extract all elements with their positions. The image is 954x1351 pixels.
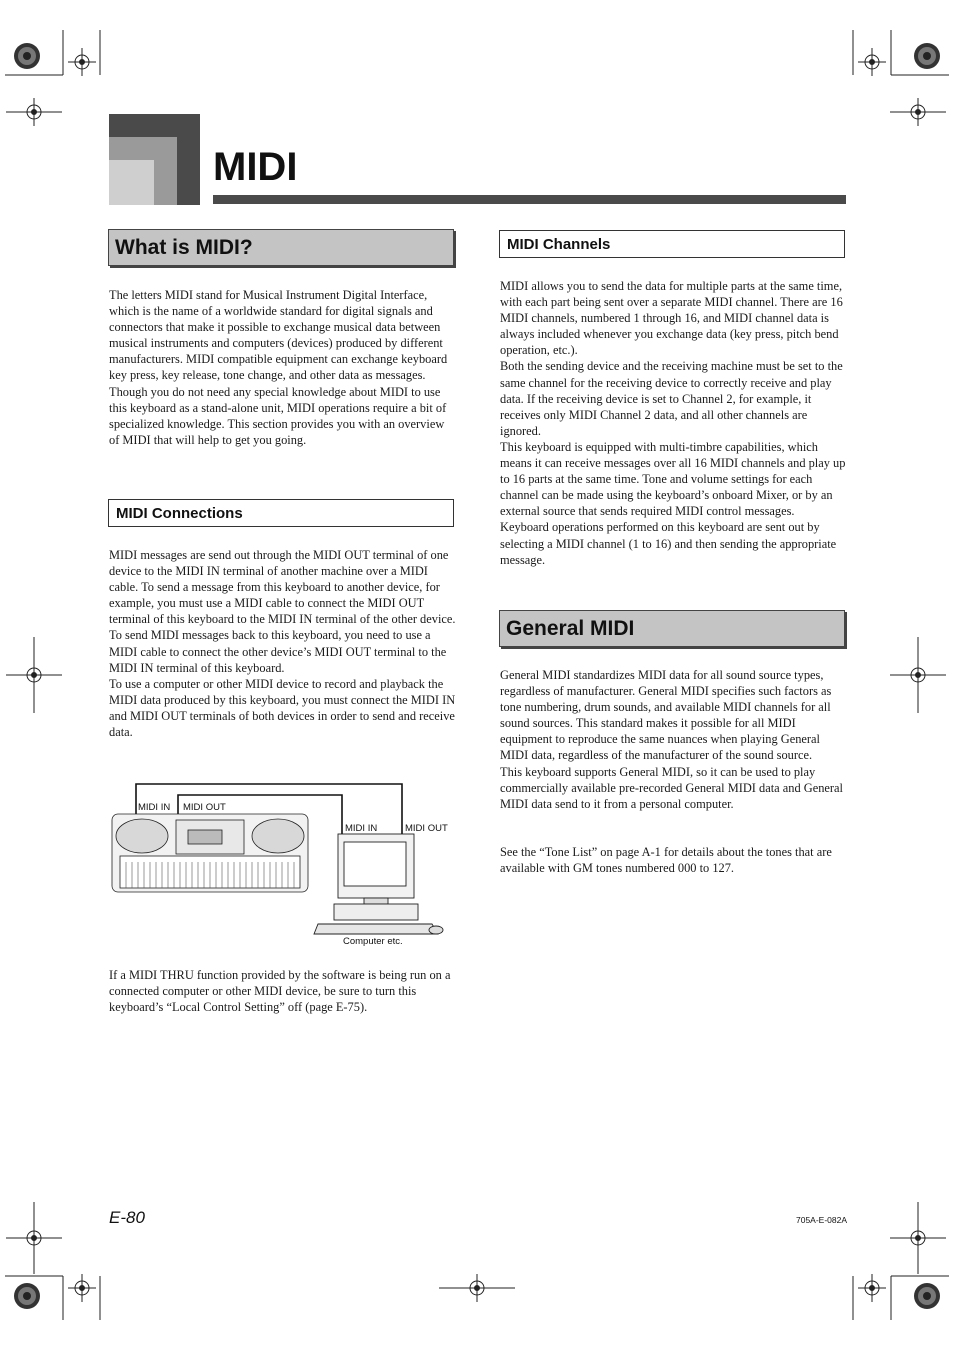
- title-underline: [213, 195, 846, 204]
- paragraph: MIDI messages are send out through the MIDI OUT terminal of one device to the MIDI IN terminal of another machine over a MIDI cable. To send a message from this keyboard to another device, for example, you must use a MIDI cable to connect the MIDI OUT terminal of this keyboard to the MIDI IN terminal of the other device. To send MIDI messages back to this keyboard, you need to use a MIDI cable to connect the other device’s MIDI OUT terminal to the MIDI IN terminal of this keyboard.: [109, 548, 456, 675]
- tone-list-note: [500, 844, 846, 876]
- heading-midi-channels: MIDI Channels: [499, 230, 845, 258]
- paragraph: Keyboard operations performed on this keyboard are sent out by selecting a MIDI channel (1 to 16) and then sending the appropriate message.: [500, 520, 837, 567]
- computer-label: Computer etc.: [343, 936, 403, 947]
- paragraph: To use a computer or other MIDI device to record and playback the MIDI data produced by this keyboard, you must connect the MIDI IN and MIDI OUT terminals of both devices in order to send and receive data.: [109, 676, 456, 740]
- heading-what-is-midi: What is MIDI?: [108, 229, 454, 266]
- paragraph: This keyboard is equipped with multi-timbre capabilities, which means it can receive messages over all 16 MIDI channels and play up to 16 parts at the same time. Tone and volume settings for each channel can be made using the keyboard’s onboard Mixer, or by an external source that sends required MIDI control messages.: [500, 439, 846, 519]
- what-is-midi-body: [109, 287, 456, 448]
- midi-channels-body: [500, 278, 846, 568]
- heading-general-midi: General MIDI: [499, 610, 845, 647]
- paragraph: See the “Tone List” on page A-1 for details about the tones that are available with GM tones numbered 000 to 127.: [500, 845, 832, 876]
- paragraph: The letters MIDI stand for Musical Instrument Digital Interface, which is the name of a worldwide standard for digital signals and connectors that make it possible to exchange musical data between musical instruments and computers (devices) produced by different manufacturers. MIDI compatible equipment can exchange keyboard key press, key release, tone change, and other data as messages. Though you do not need any special knowledge about MIDI to use this keyboard as a stand-alone unit, MIDI operations require a bit of specialized knowledge. This section provides you with an overview of MIDI that will help to get you going.: [109, 288, 448, 447]
- paragraph: This keyboard supports General MIDI, so it can be used to play commercially available pre-recorded General MIDI data and General MIDI data send to it from a personal computer.: [500, 764, 843, 811]
- computer-midi-in-label: MIDI IN: [345, 823, 378, 834]
- paragraph: If a MIDI THRU function provided by the software is being run on a connected computer or other MIDI device, be sure to turn this keyboard’s “Local Control Setting” off (page E-75).: [109, 968, 451, 1015]
- midi-thru-note: [109, 967, 456, 1015]
- keyboard-midi-out-label: MIDI OUT: [183, 802, 226, 813]
- midi-connections-body: [109, 547, 456, 740]
- page-number: E-80: [109, 1208, 145, 1227]
- paragraph: MIDI allows you to send the data for multiple parts at the same time, with each part being sent over a separate MIDI channel. There are 16 MIDI channels, numbered 1 through 16, and MIDI channel data is always included whenever you exchange data (key press, pitch bend operation, etc.).: [500, 279, 843, 358]
- keyboard-midi-in-label: MIDI IN: [138, 802, 171, 813]
- page-title: MIDI: [213, 145, 298, 189]
- general-midi-body: [500, 667, 846, 812]
- paragraph: Both the sending device and the receiving machine must be set to the same channel for the receiving device to correctly receive and play data. If the receiving device is set to Channel 2, for example, it receives only MIDI Channel 2 data, and all other channels are ignored.: [500, 359, 843, 438]
- chapter-header-graphic-light: [109, 160, 154, 205]
- doc-code: 705A-E-082A: [796, 1215, 848, 1225]
- computer-icon: [314, 834, 443, 934]
- paragraph: General MIDI standardizes MIDI data for all sound source types, regardless of manufacturer. General MIDI specifies such factors as tone numbering, drum sounds, and available MIDI channels for all sound sources. This standard makes it possible for all MIDI equipment to reproduce the same nuances when playing General MIDI data, regardless of the manufacturer of the sound source.: [500, 668, 832, 763]
- computer-midi-out-label: MIDI OUT: [405, 823, 448, 834]
- heading-midi-connections: MIDI Connections: [108, 499, 454, 527]
